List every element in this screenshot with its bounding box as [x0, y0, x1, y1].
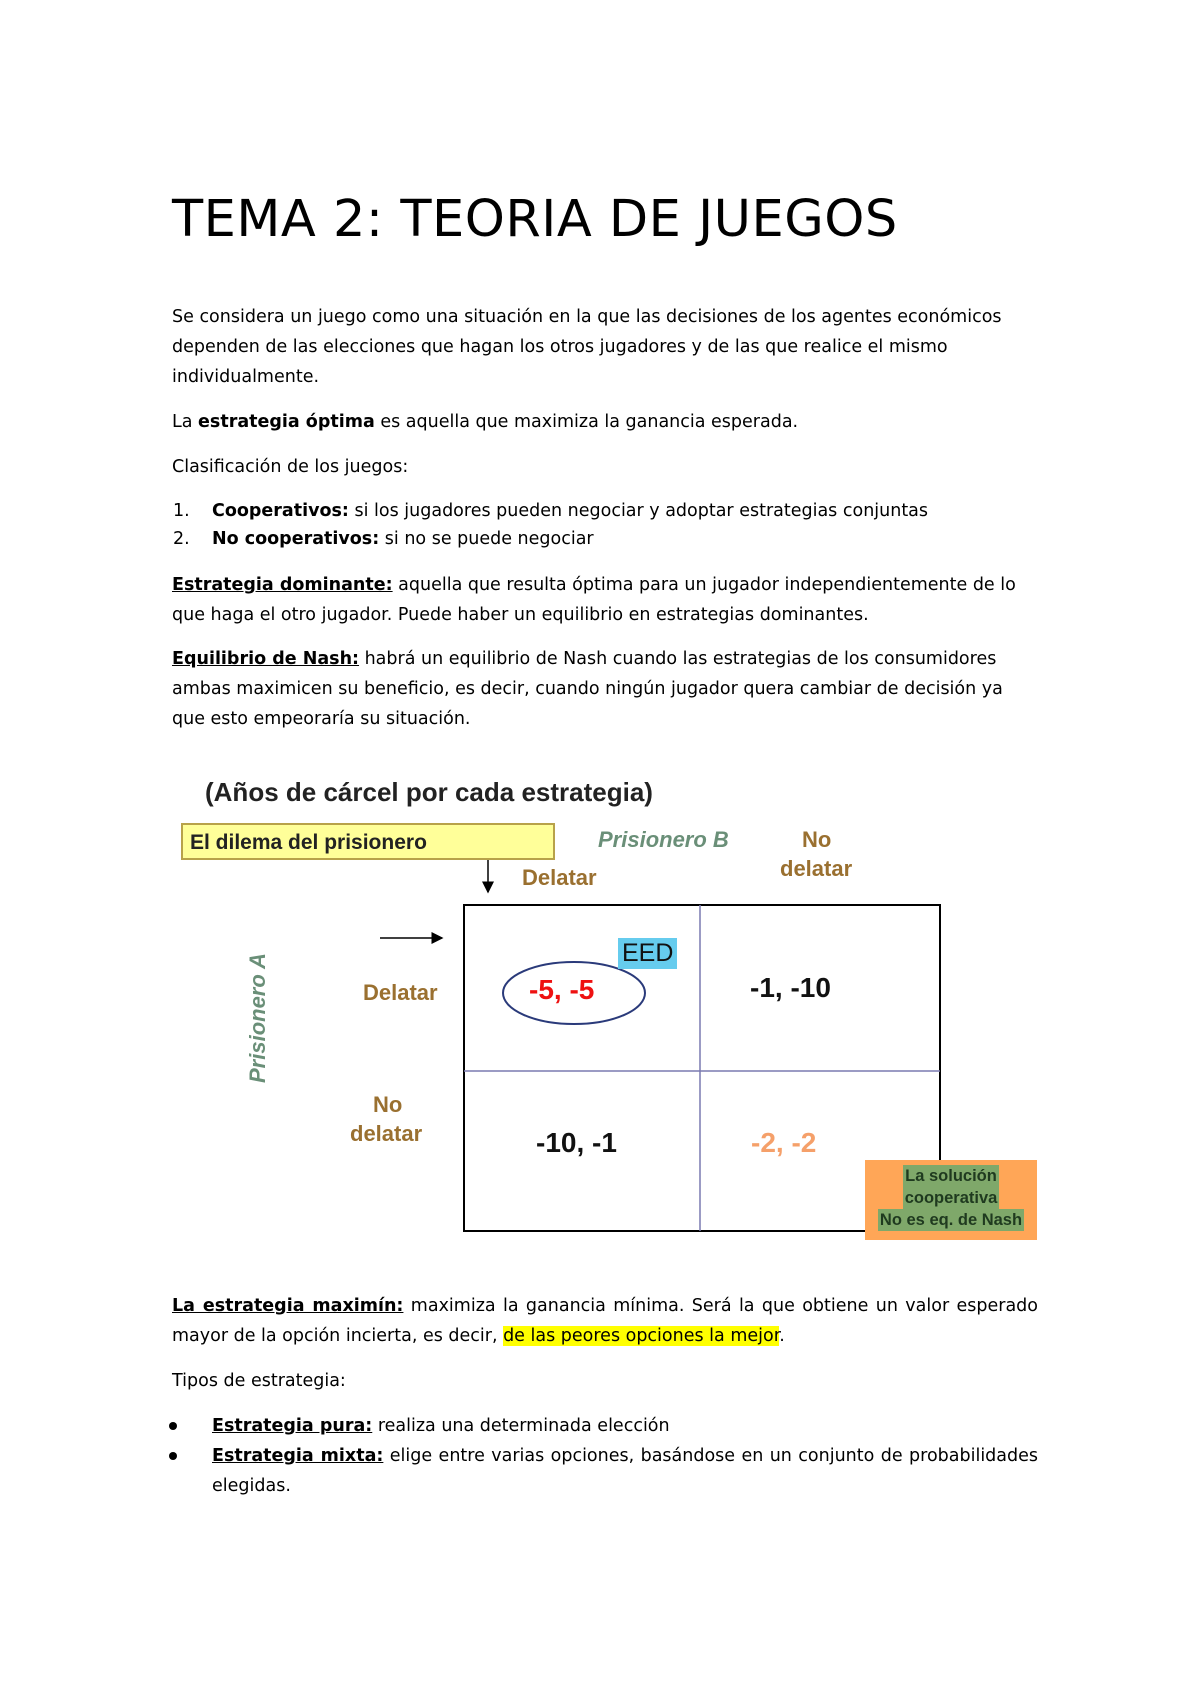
list-text: elige entre varias opciones, basándose en un conjunto de probabilidades elegidas.	[212, 1446, 1038, 1496]
optima-term: estrategia óptima	[198, 412, 375, 432]
maximin-term: La estrategia maximín:	[172, 1296, 404, 1316]
dilema-label: El dilema del prisionero	[181, 823, 555, 860]
list-text: si no se puede negociar	[379, 529, 594, 549]
optima-paragraph	[172, 407, 1038, 437]
maximin-text2: .	[779, 1326, 785, 1346]
coop-line: cooperativa	[904, 1189, 998, 1207]
maximin-paragraph	[172, 1291, 1038, 1351]
bullet-icon	[169, 1452, 177, 1460]
dominante-paragraph	[172, 570, 1038, 630]
player-a-label: Prisionero A	[245, 953, 270, 1083]
list-term: No cooperativos:	[212, 529, 380, 549]
maximin-highlight: de las peores opciones la mejor	[503, 1326, 780, 1346]
list-text: realiza una determinada elección	[372, 1416, 670, 1436]
cooperative-solution-box	[865, 1160, 1037, 1240]
cell-delatar-no: -1, -10	[750, 972, 831, 1003]
list-item	[212, 1441, 1038, 1501]
cell-delatar-delatar: -5, -5	[529, 974, 595, 1005]
list-text: si los jugadores pueden negociar y adoptar estrategias conjuntas	[348, 501, 929, 521]
eed-badge: EED	[618, 938, 677, 969]
list-item	[173, 524, 594, 554]
list-term: Cooperativos:	[212, 501, 349, 521]
nash-paragraph	[172, 644, 1038, 734]
coop-line: La solución	[905, 1167, 997, 1185]
list-number: 2.	[173, 529, 190, 549]
cell-no-no: -2, -2	[751, 1127, 817, 1158]
optima-pre: La	[172, 412, 199, 432]
player-b-label: Prisionero B	[598, 827, 729, 852]
list-term: Estrategia mixta:	[212, 1446, 384, 1466]
dominante-text: aquella que resulta óptima para un jugador independientemente de lo que haga el otro jugador. Puede haber un equilibrio en estrategias dominantes.	[172, 575, 1016, 625]
col-no-line2: delatar	[780, 856, 853, 881]
dominante-term: Estrategia dominante:	[172, 575, 393, 595]
list-item	[173, 496, 929, 526]
tipos-heading: Tipos de estrategia:	[172, 1371, 346, 1391]
prisoners-dilemma-figure	[170, 760, 1040, 1240]
cell-no-delatar: -10, -1	[536, 1127, 617, 1158]
list-item	[212, 1411, 1038, 1441]
list-number: 1.	[173, 501, 190, 521]
nash-text: habrá un equilibrio de Nash cuando las estrategias de los consumidores ambas maximicen su beneficio, es decir, cuando ningún jugador quera cambiar de decisión ya que esto empeoraría su situación.	[172, 649, 1003, 729]
figure-title: (Años de cárcel por cada estrategia)	[205, 777, 653, 807]
list-term: Estrategia pura:	[212, 1416, 373, 1436]
row-delatar-label: Delatar	[363, 980, 438, 1005]
row-no-line2: delatar	[350, 1121, 423, 1146]
clasificacion-heading: Clasificación de los juegos:	[172, 457, 409, 477]
page-title: TEMA 2: TEORIA DE JUEGOS	[172, 190, 898, 249]
maximin-text1: maximiza la ganancia mínima. Será la que obtiene un valor esperado mayor de la opción incierta, es decir,	[172, 1296, 1038, 1346]
row-no-line1: No	[373, 1092, 403, 1117]
optima-post: es aquella que maximiza la ganancia esperada.	[374, 412, 799, 432]
col-no-line1: No	[802, 827, 832, 852]
coop-line: No es eq. de Nash	[879, 1211, 1023, 1229]
col-delatar-label: Delatar	[522, 865, 597, 890]
intro-paragraph: Se considera un juego como una situación en la que las decisiones de los agentes económicos dependen de las elecciones que hagan los otros jugadores y de las que realice el mismo individualmente.	[172, 307, 1002, 387]
nash-term: Equilibrio de Nash:	[172, 649, 360, 669]
bullet-icon	[169, 1422, 177, 1430]
